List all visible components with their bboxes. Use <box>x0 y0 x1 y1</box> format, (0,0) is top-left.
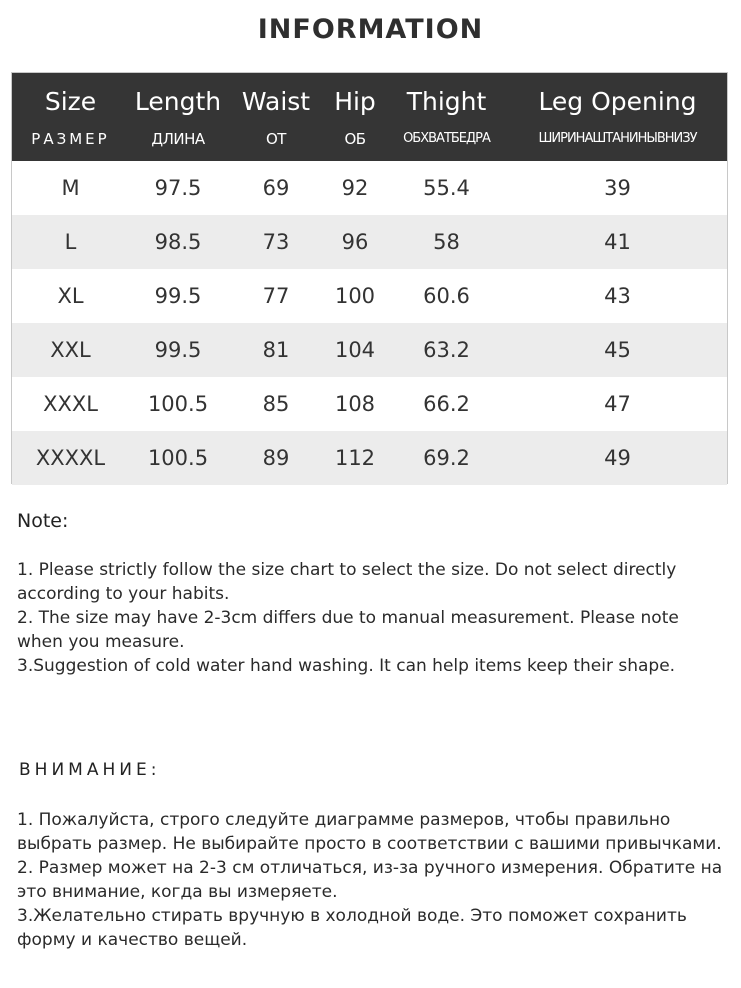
cell-size: XL <box>57 284 84 308</box>
header-thight <box>385 73 508 161</box>
header-leg-opening-en: Leg Opening <box>538 87 697 116</box>
header-hip-ru: ОБ <box>344 130 366 148</box>
note-item: 3.Suggestion of cold water hand washing. It can help items keep their shape. <box>17 656 676 676</box>
header-waist-en: Waist <box>241 87 311 116</box>
cell-size: XXXL <box>43 392 98 416</box>
table-row <box>12 377 727 431</box>
cell-length: 99.5 <box>154 338 202 362</box>
cell-hip: 92 <box>341 176 369 200</box>
note-item: 1. Please strictly follow the size chart to select the size. Do not select directly according to your habits. <box>17 560 677 604</box>
cell-hip: 104 <box>334 338 376 362</box>
cell-waist: 69 <box>262 176 290 200</box>
header-waist <box>227 73 325 161</box>
header-leg-opening-ru: ШИРИНАШТАНИНЫВНИЗУ <box>538 131 697 146</box>
cell-hip: 112 <box>334 446 376 470</box>
cell-waist: 81 <box>262 338 290 362</box>
cell-leg-opening: 47 <box>604 392 631 416</box>
header-size-ru: РАЗМЕР <box>31 130 110 148</box>
cell-size: L <box>64 230 77 254</box>
cell-length: 99.5 <box>154 284 202 308</box>
cell-length: 97.5 <box>154 176 202 200</box>
cell-length: 100.5 <box>147 392 209 416</box>
cell-length: 98.5 <box>154 230 202 254</box>
header-thight-ru: ОБХВАТБЕДРА <box>403 131 490 146</box>
russian-note-item: 1. Пожалуйста, строго следуйте диаграмме размеров, чтобы правильно выбрать размер. Не выбирайте просто в соответствии с вашими привычками. <box>17 810 722 854</box>
cell-waist: 89 <box>262 446 290 470</box>
cell-leg-opening: 41 <box>604 230 631 254</box>
header-hip <box>325 73 385 161</box>
russian-heading: ВНИМАНИЕ: <box>19 760 161 780</box>
table-row <box>12 323 727 377</box>
cell-thight: 69.2 <box>423 446 470 470</box>
cell-length: 100.5 <box>147 446 209 470</box>
note-item: 2. The size may have 2-3cm differs due to manual measurement. Please note when you measure. <box>17 608 679 652</box>
header-length <box>129 73 227 161</box>
header-hip-en: Hip <box>334 87 376 116</box>
cell-thight: 63.2 <box>423 338 470 362</box>
cell-leg-opening: 49 <box>604 446 631 470</box>
cell-thight: 60.6 <box>423 284 470 308</box>
cell-size: M <box>61 176 80 200</box>
header-length-en: Length <box>134 87 222 116</box>
cell-hip: 108 <box>334 392 376 416</box>
cell-thight: 66.2 <box>423 392 470 416</box>
russian-note-item: 3.Желательно стирать вручную в холодной воде. Это поможет сохранить форму и качество вещей. <box>17 906 687 950</box>
header-leg-opening <box>508 73 727 161</box>
cell-thight: 55.4 <box>423 176 470 200</box>
table-row <box>12 215 727 269</box>
table-row <box>12 431 727 485</box>
header-waist-ru: ОТ <box>266 130 286 148</box>
header-size-en: Size <box>44 87 97 116</box>
cell-hip: 100 <box>334 284 376 308</box>
cell-thight: 58 <box>433 230 460 254</box>
russian-note-list <box>17 808 732 952</box>
cell-waist: 73 <box>262 230 290 254</box>
header-size <box>12 73 129 161</box>
cell-leg-opening: 39 <box>604 176 631 200</box>
table-header <box>12 73 727 161</box>
russian-note-item: 2. Размер может на 2-3 см отличаться, из-за ручного измерения. Обратите на это внимание, когда вы измеряете. <box>17 858 723 902</box>
note-heading: Note: <box>17 510 69 532</box>
cell-leg-opening: 43 <box>604 284 631 308</box>
header-length-ru: ДЛИНА <box>151 130 205 148</box>
cell-size: XXXXL <box>35 446 106 470</box>
table-row <box>12 161 727 215</box>
cell-hip: 96 <box>341 230 369 254</box>
cell-waist: 77 <box>262 284 290 308</box>
page-title: INFORMATION <box>257 14 484 45</box>
table-row <box>12 269 727 323</box>
cell-size: XXL <box>50 338 91 362</box>
note-list <box>17 558 727 678</box>
cell-leg-opening: 45 <box>604 338 631 362</box>
size-table <box>11 72 728 484</box>
header-thight-en: Thight <box>406 87 487 116</box>
cell-waist: 85 <box>262 392 290 416</box>
